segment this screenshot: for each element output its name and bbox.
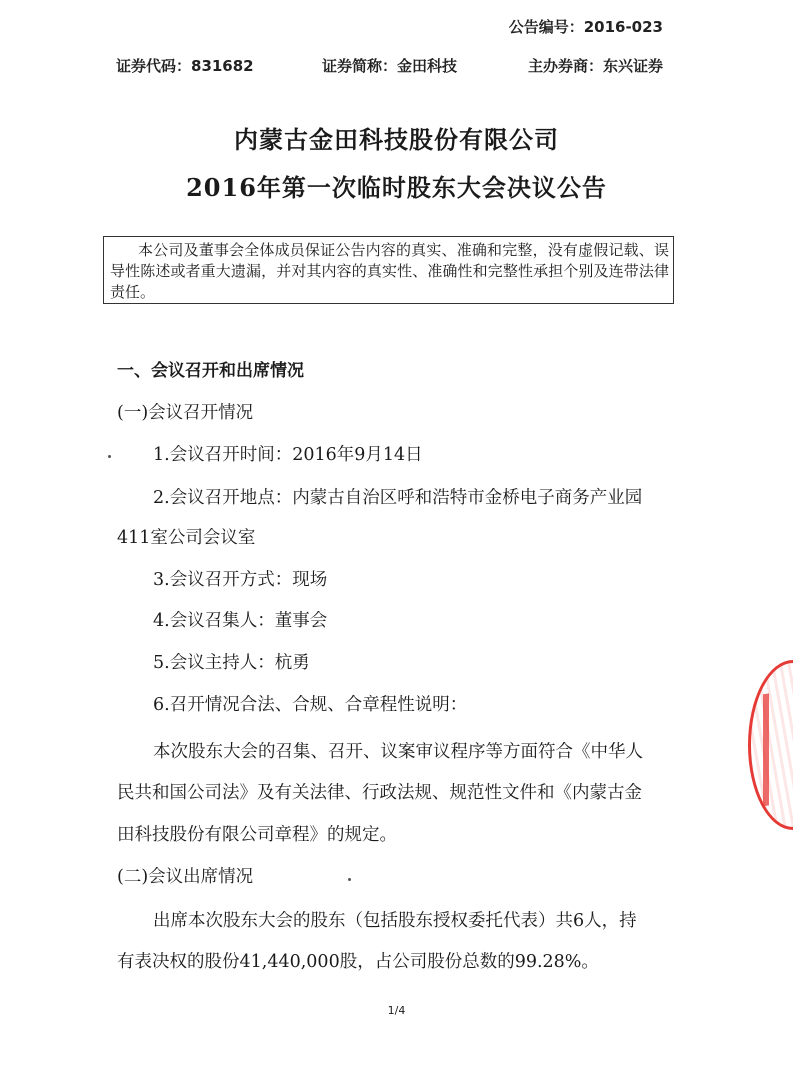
seal-inner-mark: [763, 688, 793, 806]
page-number: 1/4: [387, 1004, 406, 1017]
lead-broker: 主办券商：东兴证券: [528, 57, 664, 75]
security-short-name: 证券简称：金田科技: [322, 57, 458, 75]
meeting-place-line1: 2.会议召开地点：内蒙古自治区呼和浩特市金桥电子商务产业园: [153, 488, 643, 508]
attendance-line2: 有表决权的股份41,440,000股，占公司股份总数的99.28%。: [117, 952, 599, 972]
legality-text-line2: 民共和国公司法》及有关法律、行政法规、规范性文件和《内蒙古金: [117, 783, 642, 803]
meeting-legality-heading: 6.召开情况合法、合规、合章程性说明：: [153, 695, 468, 715]
attendance-line1: 出席本次股东大会的股东（包括股东授权委托代表）共6人，持: [153, 911, 637, 931]
meeting-method: 3.会议召开方式：现场: [153, 570, 328, 590]
scan-speck: [348, 878, 351, 881]
legality-text-line1: 本次股东大会的召集、召开、议案审议程序等方面符合《中华人: [153, 742, 643, 762]
meeting-time: 1.会议召开时间：2016年9月14日: [153, 445, 423, 465]
disclaimer-box: [103, 236, 674, 304]
meeting-convener: 4.会议召集人：董事会: [153, 611, 328, 631]
notice-number: 公告编号：2016-023: [508, 18, 663, 36]
company-seal-stamp: [748, 660, 793, 830]
notice-title: 2016年第一次临时股东大会决议公告: [186, 173, 607, 202]
legality-text-line3: 田科技股份有限公司章程》的规定。: [117, 825, 397, 845]
meeting-host: 5.会议主持人：杭勇: [153, 653, 310, 673]
company-name-title: 内蒙古金田科技股份有限公司: [234, 125, 559, 154]
security-code: 证券代码：831682: [116, 57, 254, 75]
meeting-place-line2: 411室公司会议室: [117, 528, 256, 548]
section-heading-meeting: 一、会议召开和出席情况: [117, 361, 304, 381]
scan-speck: [108, 455, 111, 458]
subsection-heading-convening: (一)会议召开情况: [117, 403, 254, 423]
subsection-heading-attendance: (二)会议出席情况: [117, 867, 254, 887]
disclaimer-text: 本公司及董事会全体成员保证公告内容的真实、准确和完整，没有虚假记载、误导性陈述或者重大遗漏，并对其内容的真实性、准确性和完整性承担个别及连带法律责任。: [110, 241, 669, 301]
